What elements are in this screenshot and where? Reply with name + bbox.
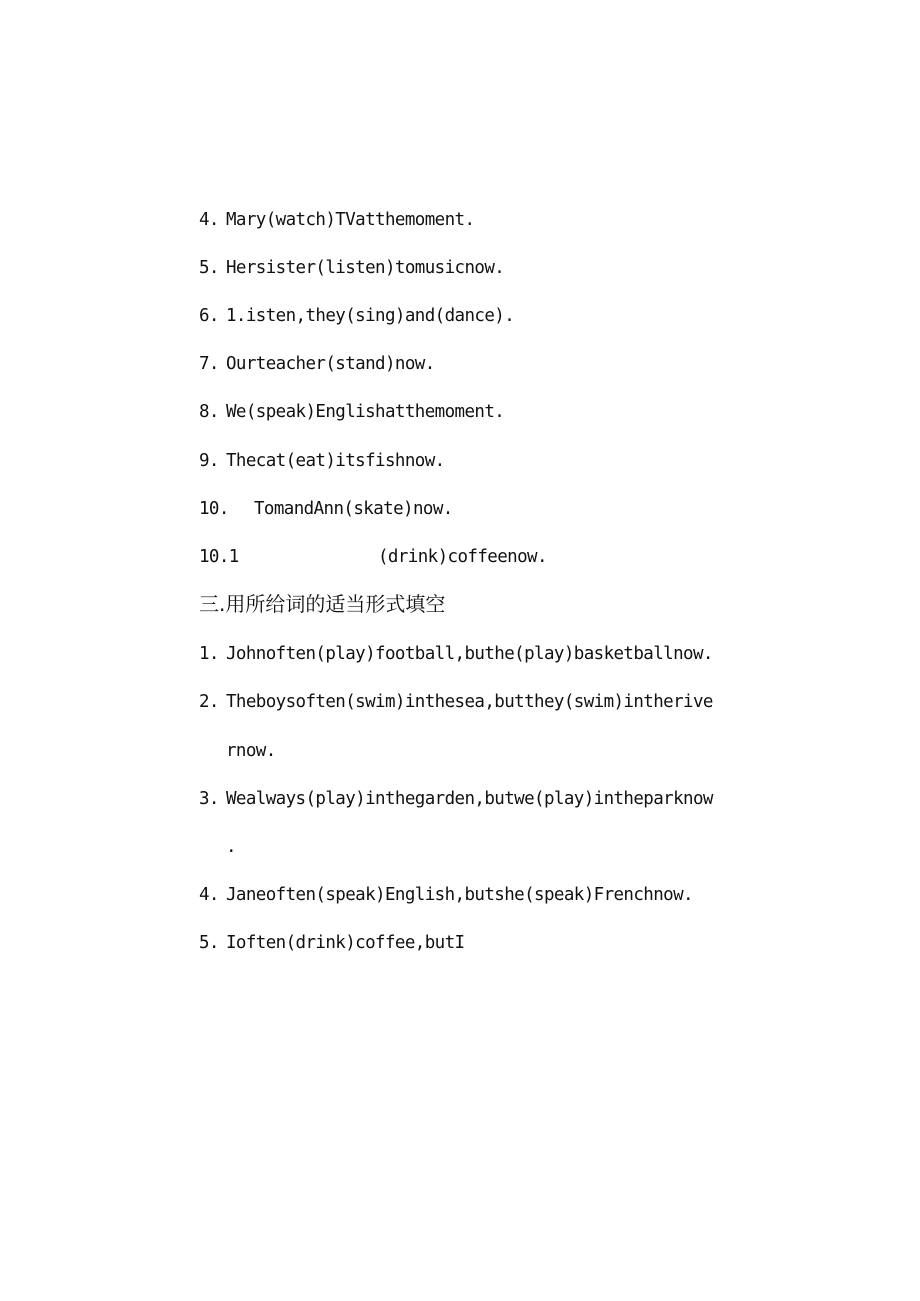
section-heading: 三.用所给词的适当形式填空 [199, 592, 446, 616]
item-number: 1. [199, 644, 219, 664]
item-text: Johnoften(play)football,buthe(play)basketballnow. [226, 644, 713, 664]
item-text: Hersister(listen)tomusicnow. [226, 258, 505, 278]
item-number: 5. [199, 933, 219, 953]
item-text: Theboysoften(swim)inthesea,butthey(swim)intherive [226, 692, 713, 712]
item-number: 2. [199, 692, 219, 712]
exercise-item-4 [199, 209, 474, 231]
item-text: (drink)coffeenow. [378, 547, 547, 567]
exercise-item-8 [199, 401, 504, 423]
item-text: Ourteacher(stand)now. [226, 354, 435, 374]
item-number: 8. [199, 402, 219, 422]
item-number: 4. [199, 210, 219, 230]
fill-blank-item-2-continuation: rnow. [226, 741, 276, 761]
exercise-item-10 [199, 498, 453, 520]
item-text: Thecat(eat)itsfishnow. [226, 451, 445, 471]
exercise-item-10-1 [199, 546, 547, 568]
fill-blank-item-5 [199, 932, 464, 954]
exercise-item-5 [199, 257, 504, 279]
item-text: 1.isten,they(sing)and(dance). [226, 306, 515, 326]
fill-blank-item-2 [199, 691, 713, 713]
item-number: 4. [199, 885, 219, 905]
item-number: 10. [199, 499, 229, 519]
fill-blank-item-1 [199, 643, 713, 665]
exercise-item-7 [199, 353, 435, 375]
item-number: 10.1 [199, 547, 239, 567]
item-number: 5. [199, 258, 219, 278]
item-number: 7. [199, 354, 219, 374]
fill-blank-item-3 [199, 788, 713, 810]
item-text: We(speak)Englishatthemoment. [226, 402, 505, 422]
item-number: 6. [199, 306, 219, 326]
item-text: Janeoften(speak)English,butshe(speak)Frenchnow. [226, 885, 693, 905]
fill-blank-item-4 [199, 884, 693, 906]
fill-blank-item-3-continuation: . [226, 837, 236, 857]
exercise-item-6 [199, 305, 514, 327]
item-number: 3. [199, 789, 219, 809]
item-text: TomandAnn(skate)now. [254, 499, 453, 519]
exercise-item-9 [199, 450, 445, 472]
item-text: Ioften(drink)coffee,butI [226, 933, 465, 953]
item-text: Wealways(play)inthegarden,butwe(play)intheparknow [226, 789, 713, 809]
item-text: Mary(watch)TVatthemoment. [226, 210, 475, 230]
item-number: 9. [199, 451, 219, 471]
